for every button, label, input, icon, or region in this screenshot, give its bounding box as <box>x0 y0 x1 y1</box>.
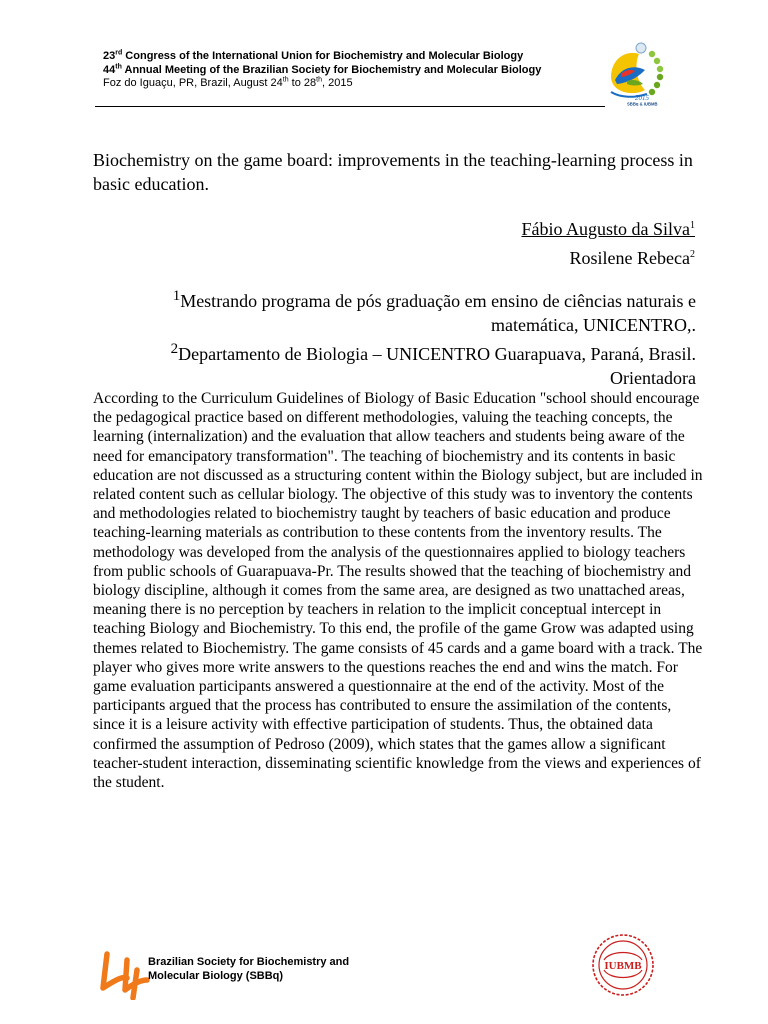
header-ordinal: 44 <box>103 63 116 76</box>
header-line-congress <box>103 50 603 64</box>
header-date-text: to 28 <box>288 77 317 89</box>
affiliation-text: Departamento de Biologia – UNICENTRO Guarapuava, Paraná, Brasil. <box>178 344 696 364</box>
affiliation-mark: 1 <box>172 288 181 304</box>
author-primary <box>380 213 695 242</box>
logo-year-mark: 2015 <box>635 94 649 102</box>
author-affiliation-mark: 1 <box>690 220 695 231</box>
affiliation-text: Mestrando programa de pós graduação em ensino de ciências naturais e <box>180 291 696 311</box>
author-affiliation-mark: 2 <box>690 249 695 260</box>
iubmb-wordmark: IUBMB <box>604 960 642 972</box>
iubmb-logo-icon <box>590 932 656 998</box>
header-ordinal-suffix: rd <box>115 49 123 57</box>
congress-logo-icon <box>605 40 675 106</box>
affiliation-1-line-2: matemática, UNICENTRO,. <box>491 315 696 335</box>
header-divider <box>95 106 605 107</box>
header-location-text: Foz do Iguaçu, PR, Brazil, August 24 <box>103 77 283 89</box>
sbbq-name-line-1: Brazilian Society for Biochemistry and <box>148 956 350 968</box>
affiliation-2-line-2: Orientadora <box>610 368 696 388</box>
header-year-text: , 2015 <box>321 77 353 89</box>
sbbq-logo-icon <box>97 950 152 1000</box>
abstract-body: According to the Curriculum Guidelines of Biology of Basic Education "school should encourage the pedagogical practice based on different methodologies, valuing the teaching concepts, the learning (internalization) and the evaluation that allow teachers and students being aware of the need for emancipatory transformation". The teaching of biochemistry and its contents in basic education are not discussed as a structuring content within the Biology subject, but are included in related content such as cellular biology. The objective of this study was to inventory the contents and methodologies related to biochemistry taught by teachers of basic education and produce teaching-learning materials as contribution to these contents from the inventory results. The methodology was developed from the analysis of the questionnaires applied to biology teachers from public schools of Guarapuava-Pr. The results showed that the teaching of biochemistry and biology discipline, although it comes from the same area, are designed as two unattached areas, meaning there is no perception by teachers in relation to the implicit conceptual intercept in teaching Biology and Biochemistry. To this end, the profile of the game Grow was adapted using themes related to Biochemistry. The game consists of 45 cards and a game board with a track. The player who gives more write answers to the questions reaches the end and wins the match. For game evaluation participants answered a questionnaire at the end of the activity. Most of the participants argued that the process has contributed to ensure the assimilation of the contents, since it is a leisure activity with effective participation of students. Thus, the obtained data confirmed the assumption of Pedroso (2009), which states that the games allow a significant teacher-student interaction, disseminating scientific knowledge from the views and experiences of the student. <box>93 390 703 792</box>
header-date-suffix: th <box>282 76 289 84</box>
author-list <box>380 213 695 271</box>
author-name: Fábio Augusto da Silva <box>521 219 690 239</box>
author-name: Rosilene Rebeca <box>569 248 690 268</box>
header-congress-text: Congress of the International Union for Biochemistry and Molecular Biology <box>122 50 524 62</box>
header-meeting-text: Annual Meeting of the Brazilian Society for Biochemistry and Molecular Biology <box>121 63 542 76</box>
affiliation-1-line-1 <box>93 284 696 313</box>
sbbq-name-line-2: Molecular Biology (SBBq) <box>148 969 284 982</box>
affiliation-list <box>93 284 696 390</box>
author-secondary <box>380 242 695 271</box>
header-line-location <box>103 77 603 91</box>
affiliation-mark: 2 <box>170 341 179 357</box>
header-ordinal-suffix: th <box>115 62 122 70</box>
paper-title: Biochemistry on the game board: improvements in the teaching-learning process in basic education. <box>93 150 693 194</box>
header-date-suffix: th <box>316 76 322 84</box>
sbbq-society-name <box>148 956 408 983</box>
congress-header <box>103 50 603 91</box>
header-line-meeting <box>103 64 603 78</box>
logo-caption-mark: SBBq & IUBMB <box>627 101 658 106</box>
header-ordinal: 23 <box>103 50 116 62</box>
affiliation-2-line-1 <box>93 337 696 366</box>
